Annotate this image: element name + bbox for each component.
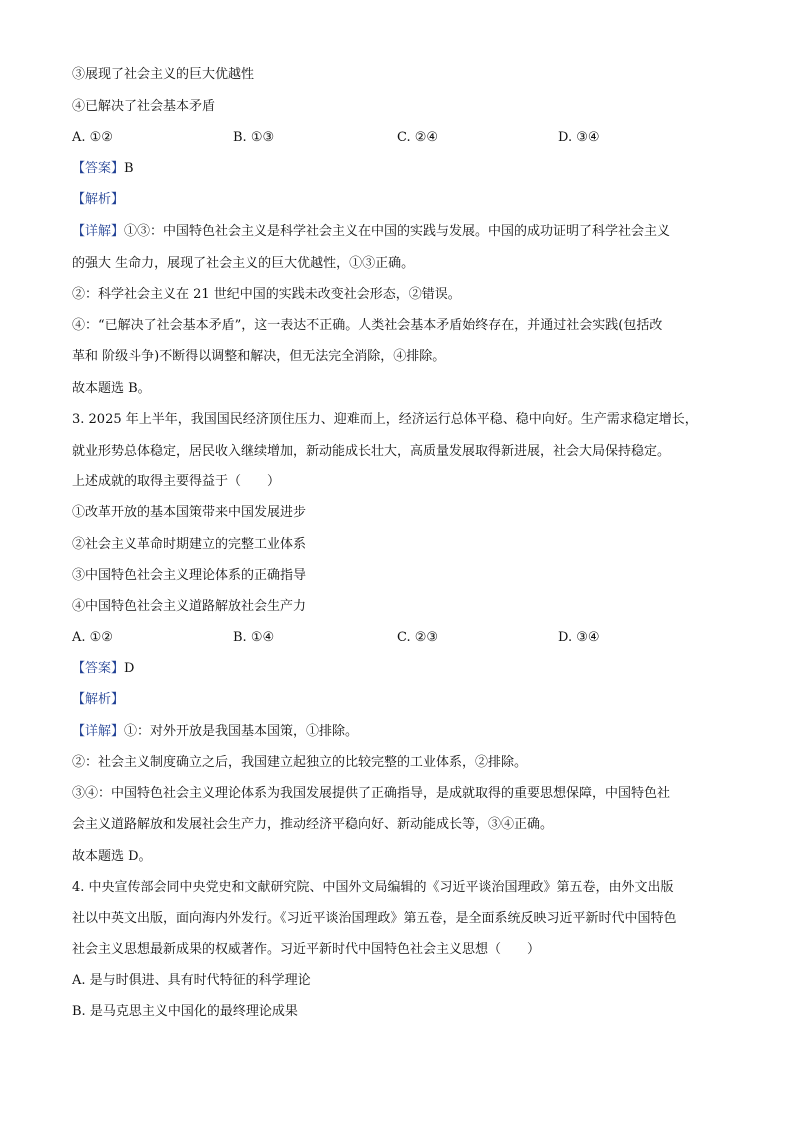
- q4-option-b: B. 是马克思主义中国化的最终理论成果: [72, 1004, 298, 1019]
- q3-option-b: B. ①④: [233, 630, 275, 645]
- q3-option-d: D. ③④: [558, 630, 600, 645]
- q2-detail-line-5: 革和 阶级斗争)不断得以调整和解决，但无法完全消除，④排除。: [72, 349, 446, 364]
- q2-conclusion: 故本题选 B。: [72, 381, 151, 396]
- q3-answer: D: [124, 661, 135, 676]
- q2-detail-line-2: 的强大 生命力，展现了社会主义的巨大优越性，①③正确。: [72, 256, 415, 271]
- q3-detail-line-3: ③④：中国特色社会主义理论体系为我国发展提供了正确指导，是成就取得的重要思想保障，中国特色社: [72, 786, 671, 801]
- q2-answer-line: [72, 159, 732, 179]
- q3-stem-line-1: 3. 2025 年上半年，我国国民经济顶住压力、迎难而上，经济运行总体平稳、稳中向好。生产需求稳定增长，: [72, 412, 698, 427]
- detail-tag: 【详解】: [72, 224, 125, 239]
- q2-analysis-line: [72, 190, 732, 210]
- analysis-tag: 【解析】: [72, 192, 125, 207]
- q2-statement-3: ③展现了社会主义的巨大优越性: [72, 67, 255, 82]
- q3-options: [72, 628, 732, 648]
- q3-analysis-line: [72, 690, 732, 710]
- q2-detail-line-3: ②：科学社会主义在 21 世纪中国的实践未改变社会形态，②错误。: [72, 287, 461, 302]
- q4-stem-line-1: 4. 中央宣传部会同中央党史和文献研究院、中国外文局编辑的《习近平谈治国理政》第五卷，由外文出版: [72, 880, 674, 895]
- analysis-tag: 【解析】: [72, 692, 125, 707]
- q2-option-a: A. ①②: [72, 130, 113, 145]
- q3-stem-line-2: 就业形势总体稳定，居民收入继续增加，新动能成长壮大，高质量发展取得新进展，社会大局保持稳定。: [72, 444, 671, 459]
- q3-detail-line-1: [72, 722, 732, 742]
- q3-conclusion: 故本题选 D。: [72, 849, 152, 864]
- q2-detail-line-1: [72, 222, 732, 242]
- q3-detail-line-2: ②：社会主义制度确立之后，我国建立起独立的比较完整的工业体系，②排除。: [72, 755, 528, 770]
- q3-detail-line-4: 会主义道路解放和发展社会生产力，推动经济平稳向好、新动能成长等，③④正确。: [72, 817, 554, 832]
- q2-option-d: D. ③④: [558, 130, 600, 145]
- q2-option-b: B. ①③: [233, 130, 275, 145]
- q2-statement-4: ④已解决了社会基本矛盾: [72, 99, 216, 114]
- q3-option-a: A. ①②: [72, 630, 113, 645]
- q2-detail-text-1: ①③：中国特色社会主义是科学社会主义在中国的实践与发展。中国的成功证明了科学社会主义: [124, 224, 671, 239]
- q3-statement-2: ②社会主义革命时期建立的完整工业体系: [72, 537, 307, 552]
- q3-statement-4: ④中国特色社会主义道路解放社会生产力: [72, 599, 307, 614]
- q4-stem-line-3: 社会主义思想最新成果的权威著作。习近平新时代中国特色社会主义思想（ ）: [72, 942, 541, 957]
- q2-option-c: C. ②④: [397, 130, 439, 145]
- q3-stem-line-3: 上述成就的取得主要得益于（ ）: [72, 474, 281, 489]
- q3-statement-1: ①改革开放的基本国策带来中国发展进步: [72, 505, 307, 520]
- q3-statement-3: ③中国特色社会主义理论体系的正确指导: [72, 568, 307, 583]
- answer-tag: 【答案】: [72, 661, 125, 676]
- detail-tag: 【详解】: [72, 724, 125, 739]
- answer-tag: 【答案】: [72, 161, 125, 176]
- q2-detail-line-4: ④：“已解决了社会基本矛盾”，这一表达不正确。人类社会基本矛盾始终存在，并通过社会实践(包括改: [72, 318, 663, 333]
- q4-option-a: A. 是与时俱进、具有时代特征的科学理论: [72, 973, 311, 988]
- q2-options: [72, 128, 732, 148]
- q3-option-c: C. ②③: [397, 630, 439, 645]
- q2-answer: B: [124, 161, 134, 176]
- q3-detail-text-1: ①：对外开放是我国基本国策，①排除。: [124, 724, 359, 739]
- q3-answer-line: [72, 659, 732, 679]
- q4-stem-line-2: 社以中英文出版，面向海内外发行。《习近平谈治国理政》第五卷，是全面系统反映习近平新时代中国特色: [72, 911, 677, 926]
